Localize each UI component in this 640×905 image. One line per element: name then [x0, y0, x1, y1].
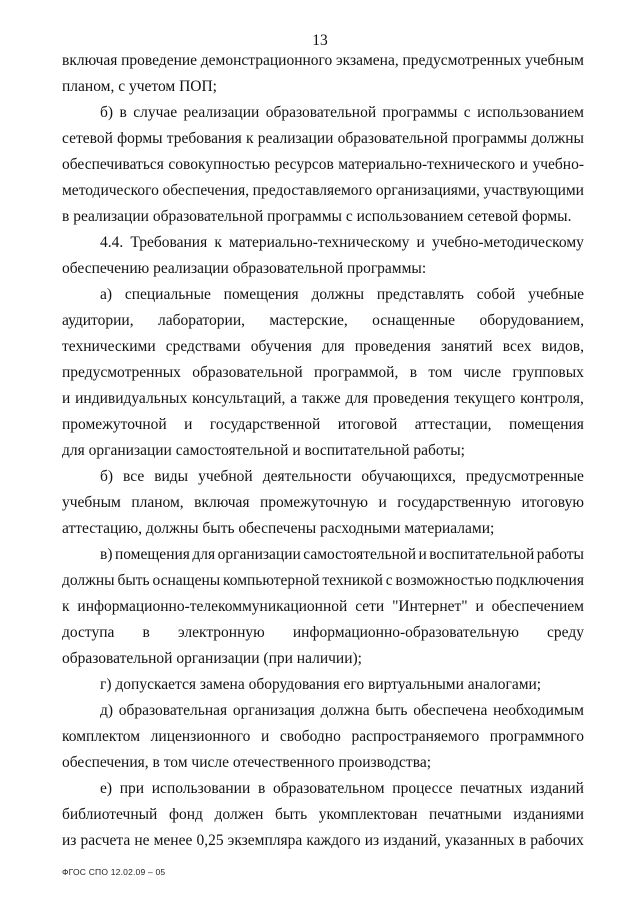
word: помещения — [508, 416, 584, 433]
word: при — [119, 780, 145, 797]
word: помещения — [114, 546, 190, 563]
word: к — [214, 234, 222, 251]
word: аттестации, — [414, 416, 492, 433]
text-line — [62, 620, 584, 646]
word: в — [257, 780, 266, 797]
word: совокупностью — [168, 156, 271, 173]
word: техническими — [62, 338, 156, 355]
text-line — [62, 126, 584, 152]
text-line — [100, 230, 584, 256]
word: контроля, — [520, 390, 584, 407]
word: процессе — [392, 780, 453, 797]
word: возможностью — [395, 572, 493, 589]
word: учебные — [528, 286, 584, 303]
word: должны — [531, 130, 584, 147]
text-line: г) допускается замена оборудования его виртуальными аналогами; — [100, 676, 542, 693]
word: ресурсов — [274, 156, 334, 173]
word: помещения — [223, 286, 299, 303]
word: оснащенные — [372, 312, 456, 329]
word: формы — [117, 130, 163, 147]
word: том — [428, 364, 453, 381]
word: программы — [452, 130, 528, 147]
word: консультаций, — [192, 390, 286, 407]
word: должен — [214, 806, 264, 823]
word: реализации — [257, 130, 334, 147]
word: и — [378, 494, 387, 511]
word: программного — [489, 728, 584, 745]
text-line — [62, 828, 584, 854]
word: использованием — [477, 104, 584, 121]
text-line: в реализации образовательной программы с использованием сетевой формы. — [62, 208, 572, 225]
word: к — [245, 130, 254, 147]
word: материально-техническому — [229, 234, 410, 251]
word: доступа — [62, 624, 115, 641]
word: не — [134, 832, 150, 849]
word: итоговую — [521, 494, 584, 511]
word: информационно-образовательную — [292, 624, 519, 641]
word: укомплектован — [318, 806, 418, 823]
word: программой, — [314, 364, 399, 381]
word: воспитательной — [429, 546, 535, 563]
page-number: 13 — [312, 32, 328, 49]
word: и — [475, 598, 484, 615]
word: организации — [217, 546, 301, 563]
word: с — [463, 104, 471, 121]
text-line — [100, 776, 584, 802]
word: компьютерной — [223, 572, 320, 589]
word: рабочих — [530, 832, 584, 849]
word: для — [192, 546, 216, 563]
word: специальные — [124, 286, 211, 303]
word: числе — [463, 364, 502, 381]
word: случае — [133, 104, 178, 121]
word: свободно — [279, 728, 341, 745]
word: программы — [382, 104, 458, 121]
word: представлять — [376, 286, 464, 303]
word: образовательном — [272, 780, 385, 797]
word: обучающихся, — [361, 468, 456, 485]
word: быть — [275, 806, 308, 823]
word: подключения — [495, 572, 584, 589]
text-line — [62, 360, 584, 386]
text-line — [100, 464, 584, 490]
word: самостоятельной — [303, 546, 416, 563]
document-footer: ФГОС СПО 12.02.09 – 05 — [62, 867, 166, 877]
word: проведения — [373, 390, 450, 407]
word: в — [409, 364, 418, 381]
word: и — [62, 390, 71, 407]
word: образовательной — [192, 364, 303, 381]
word: изданиями — [513, 806, 584, 823]
text-line — [62, 334, 584, 360]
word: быть — [117, 572, 150, 589]
word: электронную — [178, 624, 265, 641]
word: 0,25 — [196, 832, 224, 849]
word: реализации — [183, 104, 260, 121]
word: образовательная — [118, 702, 228, 719]
word: участвующими — [483, 182, 584, 199]
text-line: обеспечения, в том числе отечественного производства; — [62, 754, 432, 771]
word: всех — [502, 338, 532, 355]
word: работы — [536, 546, 584, 563]
word: б) — [100, 104, 114, 121]
word: каждого — [306, 832, 361, 849]
word: групповых — [512, 364, 584, 381]
word: организация — [232, 702, 315, 719]
word: учебным — [525, 52, 584, 69]
word: проведение — [121, 52, 198, 69]
word: текущего — [454, 390, 516, 407]
word: государственную — [397, 494, 511, 511]
word: предусмотренных — [402, 52, 522, 69]
text-line — [100, 698, 584, 724]
word: использовании — [151, 780, 251, 797]
word: техникой — [322, 572, 383, 589]
word: планом, — [131, 494, 184, 511]
text-line: планом, с учетом ПОП; — [62, 78, 217, 95]
word: и — [416, 234, 425, 251]
word: проведения — [354, 338, 431, 355]
word: е) — [100, 780, 113, 797]
word: в — [142, 624, 150, 641]
word: итоговой — [337, 416, 398, 433]
word: организациями, — [375, 182, 480, 199]
word: лицензионного — [150, 728, 251, 745]
word: должны — [311, 286, 365, 303]
word: среду — [547, 624, 584, 641]
word: и — [184, 416, 193, 433]
text-line: аттестацию, должны быть обеспечены расходными материалами; — [62, 520, 495, 537]
text-line: образовательной организации (при наличии); — [62, 650, 362, 667]
word: также — [301, 390, 341, 407]
word: "Интернет" — [392, 598, 468, 615]
word: для — [321, 338, 345, 355]
word: а — [290, 390, 298, 407]
word: обеспечиваться — [62, 156, 164, 173]
word: видов, — [541, 338, 584, 355]
text-line — [100, 100, 584, 126]
word: указанных — [444, 832, 515, 849]
word: должны — [62, 572, 115, 589]
word: аудитории, — [62, 312, 134, 329]
word: экземпляра — [227, 832, 303, 849]
text-line — [62, 386, 584, 412]
word: лаборатории, — [158, 312, 246, 329]
word: занятий — [440, 338, 493, 355]
word: учебно- — [532, 156, 584, 173]
word: учебной — [198, 468, 253, 485]
text-line — [62, 152, 584, 178]
word: виды — [154, 468, 189, 485]
word: из — [62, 832, 77, 849]
word: должна — [320, 702, 370, 719]
text-line — [100, 282, 584, 308]
word: экзамена, — [335, 52, 399, 69]
word: распространяемого — [351, 728, 480, 745]
word: библиотечный — [62, 806, 158, 823]
word: необходимым — [493, 702, 584, 719]
word: печатными — [428, 806, 502, 823]
word: учебно-методическому — [431, 234, 584, 251]
word: и — [519, 156, 528, 173]
word: промежуточной — [62, 416, 167, 433]
text-line — [62, 724, 584, 750]
text-line — [62, 568, 584, 594]
word: для — [345, 390, 369, 407]
text-line — [62, 490, 584, 516]
word: предоставляемого — [252, 182, 373, 199]
word: промежуточную — [259, 494, 368, 511]
text-line — [62, 178, 584, 204]
word: образовательной — [337, 130, 449, 147]
word: сети — [355, 598, 385, 615]
text-line — [100, 542, 584, 568]
word: в — [518, 832, 527, 849]
word: сетевой — [62, 130, 113, 147]
word: собой — [476, 286, 516, 303]
word: обеспечена — [413, 702, 488, 719]
word: оборудованием, — [479, 312, 584, 329]
word: мастерские, — [269, 312, 348, 329]
word: и — [418, 546, 427, 563]
word: к — [62, 598, 70, 615]
word: д) — [100, 702, 114, 719]
word: комплектом — [62, 728, 141, 745]
word: государственной — [209, 416, 321, 433]
text-line — [62, 412, 584, 438]
word: быть — [375, 702, 408, 719]
word: изданий, — [383, 832, 441, 849]
word: требования — [166, 130, 242, 147]
word: оснащены — [152, 572, 221, 589]
word: образовательной — [265, 104, 377, 121]
word: включая — [62, 52, 118, 69]
word: 4.4. — [100, 234, 124, 251]
word: расчета — [80, 832, 131, 849]
word: в) — [100, 546, 113, 563]
word: б) — [100, 468, 114, 485]
word: все — [123, 468, 145, 485]
word: средствами — [165, 338, 241, 355]
word: демонстрационного — [200, 52, 333, 69]
word: учебным — [62, 494, 121, 511]
word: деятельности — [262, 468, 352, 485]
word: обучения — [250, 338, 312, 355]
word: и — [261, 728, 270, 745]
word: с — [385, 572, 393, 589]
text-line — [62, 594, 584, 620]
text-line — [62, 802, 584, 828]
word: материально-технического — [338, 156, 516, 173]
word: обеспечением — [491, 598, 584, 615]
word: а) — [100, 286, 113, 303]
word: менее — [153, 832, 193, 849]
word: информационно-телекоммуникационной — [77, 598, 348, 615]
text-line: для организации самостоятельной и воспитательной работы; — [62, 442, 465, 459]
word: методического — [62, 182, 159, 199]
text-line — [62, 48, 584, 74]
word: предусмотренные — [465, 468, 584, 485]
text-line — [62, 308, 584, 334]
word: обеспечения, — [162, 182, 250, 199]
word: включая — [194, 494, 250, 511]
word: в — [119, 104, 127, 121]
word: Требования — [130, 234, 208, 251]
word: фонд — [168, 806, 203, 823]
word: печатных — [460, 780, 523, 797]
word: предусмотренных — [62, 364, 181, 381]
text-line: обеспечению реализации образовательной программы: — [62, 260, 427, 277]
word: изданий — [530, 780, 584, 797]
word: индивидуальных — [75, 390, 188, 407]
word: из — [364, 832, 380, 849]
